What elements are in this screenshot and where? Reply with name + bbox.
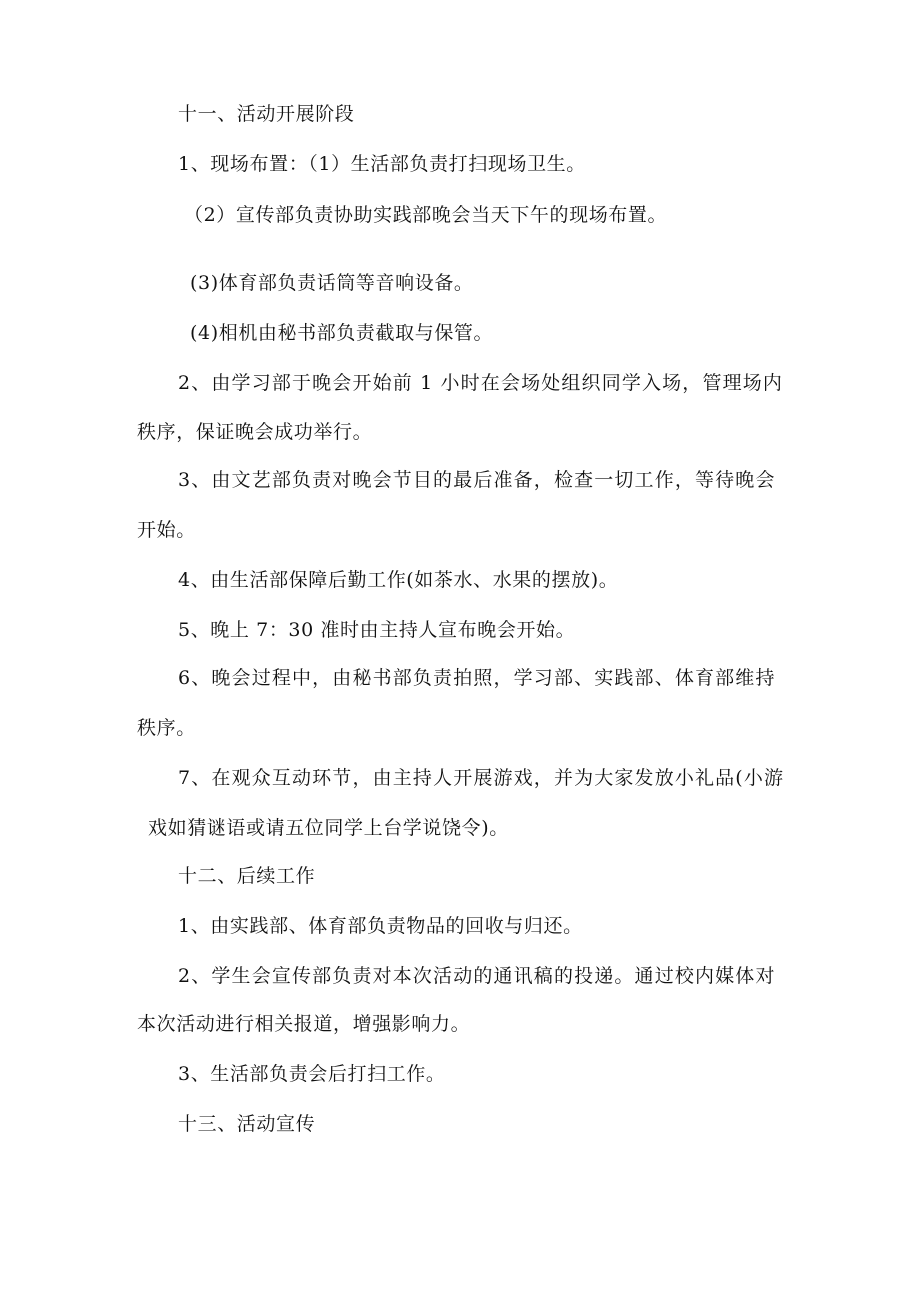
paragraph-line: 2、由学习部于晚会开始前 1 小时在会场处组织同学入场，管理场内	[178, 372, 784, 394]
paragraph-line: （2）宣传部负责协助实践部晚会当天下午的现场布置。	[184, 204, 668, 226]
paragraph-line: 1、现场布置：（1）生活部负责打扫现场卫生。	[178, 153, 586, 175]
paragraph-line: 秩序。	[137, 717, 196, 739]
paragraph-line: 2、学生会宣传部负责对本次活动的通讯稿的投递。通过校内媒体对	[178, 965, 776, 987]
paragraph-line: 本次活动进行相关报道，增强影响力。	[137, 1013, 471, 1035]
paragraph-line: 4、由生活部保障后勤工作(如茶水、水果的摆放)。	[178, 569, 619, 591]
section-heading-13: 十三、活动宣传	[178, 1113, 316, 1135]
paragraph-line: 开始。	[137, 519, 196, 541]
section-heading-12: 十二、后续工作	[178, 865, 316, 887]
paragraph-line: (3)体育部负责话筒等音响设备。	[190, 272, 474, 294]
paragraph-line: 7、在观众互动环节，由主持人开展游戏，并为大家发放小礼品(小游	[178, 767, 785, 789]
paragraph-line: 5、晚上 7：30 准时由主持人宣布晚会开始。	[178, 619, 576, 641]
section-heading-11: 十一、活动开展阶段	[178, 103, 355, 125]
paragraph-line: 3、生活部负责会后打扫工作。	[178, 1063, 446, 1085]
paragraph-line: 1、由实践部、体育部负责物品的回收与归还。	[178, 915, 583, 937]
paragraph-line: (4)相机由秘书部负责截取与保管。	[190, 322, 494, 344]
paragraph-line: 戏如猜谜语或请五位同学上台学说饶令)。	[148, 817, 509, 839]
paragraph-line: 3、由文艺部负责对晚会节目的最后准备，检查一切工作，等待晚会	[178, 469, 776, 491]
paragraph-line: 6、晚会过程中，由秘书部负责拍照，学习部、实践部、体育部维持	[178, 667, 776, 689]
paragraph-line: 秩序，保证晚会成功举行。	[137, 421, 373, 443]
